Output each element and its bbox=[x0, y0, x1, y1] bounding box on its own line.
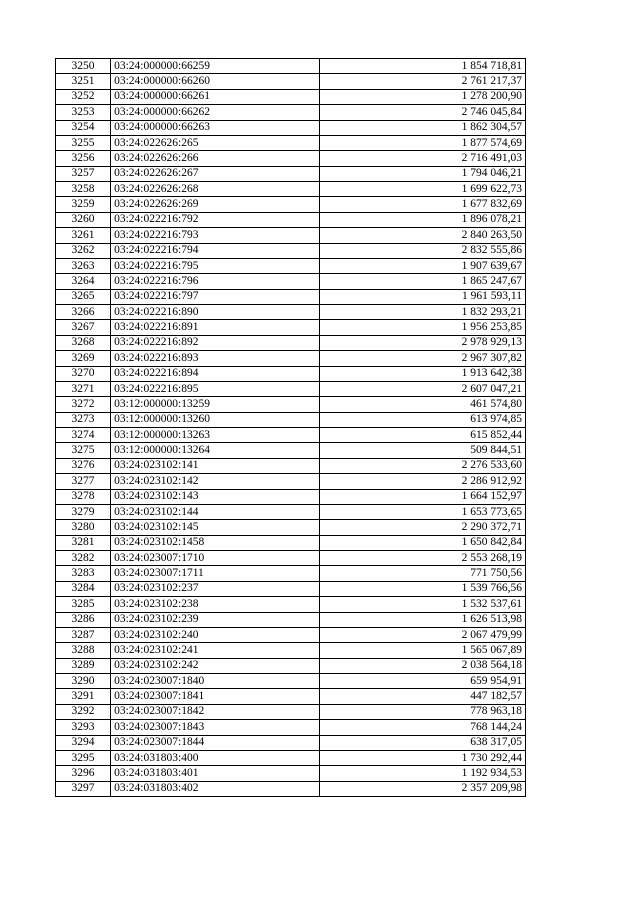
cadastral-number-cell: 03:24:023102:143 bbox=[111, 489, 319, 504]
cadastral-value-cell: 1 650 842,84 bbox=[319, 535, 525, 550]
cadastral-value-cell: 2 553 268,19 bbox=[319, 551, 525, 566]
cadastral-number-cell: 03:24:023102:238 bbox=[111, 597, 319, 612]
table-row bbox=[56, 258, 526, 273]
table-row bbox=[56, 366, 526, 381]
table-row bbox=[56, 720, 526, 735]
cadastral-number-cell: 03:24:022626:265 bbox=[111, 135, 319, 150]
cadastral-value-cell: 1 626 513,98 bbox=[319, 612, 525, 627]
cadastral-number-cell: 03:12:000000:13263 bbox=[111, 428, 319, 443]
table-row bbox=[56, 428, 526, 443]
cadastral-number-cell: 03:24:000000:66259 bbox=[111, 59, 319, 74]
row-number-cell: 3261 bbox=[56, 228, 111, 243]
row-number-cell: 3268 bbox=[56, 335, 111, 350]
table-row bbox=[56, 643, 526, 658]
table-row bbox=[56, 182, 526, 197]
row-number-cell: 3288 bbox=[56, 643, 111, 658]
row-number-cell: 3297 bbox=[56, 781, 111, 796]
cadastral-value-cell: 659 954,91 bbox=[319, 674, 525, 689]
table-row bbox=[56, 274, 526, 289]
row-number-cell: 3290 bbox=[56, 674, 111, 689]
cadastral-number-cell: 03:24:023102:141 bbox=[111, 458, 319, 473]
cadastral-number-cell: 03:24:022216:797 bbox=[111, 289, 319, 304]
cadastral-number-cell: 03:24:022626:269 bbox=[111, 197, 319, 212]
row-number-cell: 3266 bbox=[56, 305, 111, 320]
cadastral-value-cell: 1 956 253,85 bbox=[319, 320, 525, 335]
cadastral-value-cell: 768 144,24 bbox=[319, 720, 525, 735]
table-row bbox=[56, 89, 526, 104]
table-row bbox=[56, 520, 526, 535]
cadastral-value-cell: 2 038 564,18 bbox=[319, 658, 525, 673]
row-number-cell: 3291 bbox=[56, 689, 111, 704]
table-row bbox=[56, 335, 526, 350]
cadastral-number-cell: 03:24:022216:796 bbox=[111, 274, 319, 289]
row-number-cell: 3259 bbox=[56, 197, 111, 212]
table-row bbox=[56, 535, 526, 550]
row-number-cell: 3275 bbox=[56, 443, 111, 458]
cadastral-value-cell: 1 677 832,69 bbox=[319, 197, 525, 212]
table-row bbox=[56, 612, 526, 627]
cadastral-value-cell: 778 963,18 bbox=[319, 704, 525, 719]
cadastral-value-cell: 447 182,57 bbox=[319, 689, 525, 704]
cadastral-value-cell: 1 854 718,81 bbox=[319, 59, 525, 74]
row-number-cell: 3289 bbox=[56, 658, 111, 673]
cadastral-value-cell: 2 967 307,82 bbox=[319, 351, 525, 366]
cadastral-number-cell: 03:24:023102:1458 bbox=[111, 535, 319, 550]
cadastral-number-cell: 03:24:022216:894 bbox=[111, 366, 319, 381]
table-row bbox=[56, 566, 526, 581]
cadastral-value-cell: 2 716 491,03 bbox=[319, 151, 525, 166]
cadastral-value-cell: 2 286 912,92 bbox=[319, 474, 525, 489]
cadastral-value-cell: 1 907 639,67 bbox=[319, 258, 525, 273]
cadastral-value-cell: 1 699 622,73 bbox=[319, 182, 525, 197]
cadastral-value-cell: 2 832 555,86 bbox=[319, 243, 525, 258]
row-number-cell: 3295 bbox=[56, 750, 111, 765]
row-number-cell: 3251 bbox=[56, 74, 111, 89]
row-number-cell: 3269 bbox=[56, 351, 111, 366]
cadastral-value-cell: 1 539 766,56 bbox=[319, 581, 525, 596]
row-number-cell: 3293 bbox=[56, 720, 111, 735]
row-number-cell: 3282 bbox=[56, 551, 111, 566]
cadastral-value-cell: 509 844,51 bbox=[319, 443, 525, 458]
cadastral-value-cell: 615 852,44 bbox=[319, 428, 525, 443]
row-number-cell: 3281 bbox=[56, 535, 111, 550]
table-row bbox=[56, 597, 526, 612]
cadastral-value-cell: 2 290 372,71 bbox=[319, 520, 525, 535]
table-row bbox=[56, 151, 526, 166]
row-number-cell: 3280 bbox=[56, 520, 111, 535]
row-number-cell: 3287 bbox=[56, 627, 111, 642]
cadastral-number-cell: 03:24:000000:66261 bbox=[111, 89, 319, 104]
row-number-cell: 3254 bbox=[56, 120, 111, 135]
cadastral-number-cell: 03:12:000000:13259 bbox=[111, 397, 319, 412]
row-number-cell: 3257 bbox=[56, 166, 111, 181]
cadastral-value-cell: 1 862 304,57 bbox=[319, 120, 525, 135]
cadastral-number-cell: 03:24:023102:242 bbox=[111, 658, 319, 673]
cadastral-number-cell: 03:24:031803:400 bbox=[111, 750, 319, 765]
row-number-cell: 3265 bbox=[56, 289, 111, 304]
row-number-cell: 3276 bbox=[56, 458, 111, 473]
cadastral-number-cell: 03:24:023102:240 bbox=[111, 627, 319, 642]
row-number-cell: 3277 bbox=[56, 474, 111, 489]
cadastral-number-cell: 03:24:022216:892 bbox=[111, 335, 319, 350]
table-row bbox=[56, 105, 526, 120]
table-row bbox=[56, 228, 526, 243]
cadastral-number-cell: 03:24:022626:267 bbox=[111, 166, 319, 181]
cadastral-number-cell: 03:24:023007:1841 bbox=[111, 689, 319, 704]
table-row bbox=[56, 766, 526, 781]
cadastral-number-cell: 03:24:022626:268 bbox=[111, 182, 319, 197]
row-number-cell: 3253 bbox=[56, 105, 111, 120]
cadastral-number-cell: 03:24:000000:66263 bbox=[111, 120, 319, 135]
table-row bbox=[56, 704, 526, 719]
cadastral-value-cell: 461 574,80 bbox=[319, 397, 525, 412]
cadastral-number-cell: 03:24:023007:1842 bbox=[111, 704, 319, 719]
cadastral-value-cell: 2 746 045,84 bbox=[319, 105, 525, 120]
cadastral-value-table bbox=[55, 58, 526, 797]
row-number-cell: 3274 bbox=[56, 428, 111, 443]
cadastral-value-cell: 1 794 046,21 bbox=[319, 166, 525, 181]
row-number-cell: 3278 bbox=[56, 489, 111, 504]
row-number-cell: 3256 bbox=[56, 151, 111, 166]
table-row bbox=[56, 120, 526, 135]
cadastral-number-cell: 03:24:023102:142 bbox=[111, 474, 319, 489]
cadastral-number-cell: 03:24:023102:241 bbox=[111, 643, 319, 658]
row-number-cell: 3292 bbox=[56, 704, 111, 719]
table-row bbox=[56, 458, 526, 473]
cadastral-number-cell: 03:24:022216:792 bbox=[111, 212, 319, 227]
cadastral-value-cell: 2 840 263,50 bbox=[319, 228, 525, 243]
row-number-cell: 3267 bbox=[56, 320, 111, 335]
cadastral-number-cell: 03:24:000000:66260 bbox=[111, 74, 319, 89]
row-number-cell: 3296 bbox=[56, 766, 111, 781]
cadastral-number-cell: 03:24:023102:145 bbox=[111, 520, 319, 535]
table-row bbox=[56, 397, 526, 412]
cadastral-number-cell: 03:24:031803:401 bbox=[111, 766, 319, 781]
cadastral-number-cell: 03:24:023102:239 bbox=[111, 612, 319, 627]
table-row bbox=[56, 243, 526, 258]
row-number-cell: 3252 bbox=[56, 89, 111, 104]
row-number-cell: 3258 bbox=[56, 182, 111, 197]
cadastral-number-cell: 03:24:023007:1840 bbox=[111, 674, 319, 689]
cadastral-number-cell: 03:12:000000:13264 bbox=[111, 443, 319, 458]
cadastral-value-cell: 1 961 593,11 bbox=[319, 289, 525, 304]
table-row bbox=[56, 658, 526, 673]
cadastral-number-cell: 03:24:023007:1710 bbox=[111, 551, 319, 566]
row-number-cell: 3262 bbox=[56, 243, 111, 258]
row-number-cell: 3283 bbox=[56, 566, 111, 581]
row-number-cell: 3286 bbox=[56, 612, 111, 627]
cadastral-value-cell: 1 565 067,89 bbox=[319, 643, 525, 658]
table-row bbox=[56, 166, 526, 181]
cadastral-value-cell: 771 750,56 bbox=[319, 566, 525, 581]
row-number-cell: 3255 bbox=[56, 135, 111, 150]
table-row bbox=[56, 581, 526, 596]
cadastral-number-cell: 03:24:031803:402 bbox=[111, 781, 319, 796]
cadastral-value-cell: 2 978 929,13 bbox=[319, 335, 525, 350]
cadastral-value-cell: 2 357 209,98 bbox=[319, 781, 525, 796]
row-number-cell: 3271 bbox=[56, 381, 111, 396]
cadastral-number-cell: 03:24:022216:891 bbox=[111, 320, 319, 335]
row-number-cell: 3260 bbox=[56, 212, 111, 227]
row-number-cell: 3284 bbox=[56, 581, 111, 596]
row-number-cell: 3279 bbox=[56, 504, 111, 519]
row-number-cell: 3285 bbox=[56, 597, 111, 612]
cadastral-value-cell: 613 974,85 bbox=[319, 412, 525, 427]
cadastral-number-cell: 03:24:023007:1711 bbox=[111, 566, 319, 581]
cadastral-number-cell: 03:24:022216:793 bbox=[111, 228, 319, 243]
cadastral-number-cell: 03:24:022626:266 bbox=[111, 151, 319, 166]
cadastral-number-cell: 03:24:022216:895 bbox=[111, 381, 319, 396]
table-row bbox=[56, 474, 526, 489]
cadastral-number-cell: 03:24:023007:1844 bbox=[111, 735, 319, 750]
table-row bbox=[56, 781, 526, 796]
table-row bbox=[56, 212, 526, 227]
cadastral-number-cell: 03:12:000000:13260 bbox=[111, 412, 319, 427]
cadastral-value-cell: 1 832 293,21 bbox=[319, 305, 525, 320]
cadastral-number-cell: 03:24:023102:237 bbox=[111, 581, 319, 596]
table-row bbox=[56, 489, 526, 504]
table-row bbox=[56, 135, 526, 150]
cadastral-value-cell: 1 278 200,90 bbox=[319, 89, 525, 104]
table-row bbox=[56, 443, 526, 458]
cadastral-number-cell: 03:24:000000:66262 bbox=[111, 105, 319, 120]
cadastral-value-cell: 638 317,05 bbox=[319, 735, 525, 750]
cadastral-number-cell: 03:24:022216:795 bbox=[111, 258, 319, 273]
table-row bbox=[56, 305, 526, 320]
table-body bbox=[56, 59, 526, 797]
cadastral-value-cell: 1 664 152,97 bbox=[319, 489, 525, 504]
table-row bbox=[56, 412, 526, 427]
table-row bbox=[56, 735, 526, 750]
cadastral-value-cell: 2 276 533,60 bbox=[319, 458, 525, 473]
cadastral-value-cell: 1 653 773,65 bbox=[319, 504, 525, 519]
row-number-cell: 3270 bbox=[56, 366, 111, 381]
cadastral-value-cell: 2 607 047,21 bbox=[319, 381, 525, 396]
cadastral-number-cell: 03:24:022216:893 bbox=[111, 351, 319, 366]
table-row bbox=[56, 627, 526, 642]
table-row bbox=[56, 74, 526, 89]
table-row bbox=[56, 320, 526, 335]
cadastral-value-cell: 1 877 574,69 bbox=[319, 135, 525, 150]
table-row bbox=[56, 551, 526, 566]
cadastral-value-cell: 2 761 217,37 bbox=[319, 74, 525, 89]
cadastral-number-cell: 03:24:022216:890 bbox=[111, 305, 319, 320]
cadastral-value-cell: 1 913 642,38 bbox=[319, 366, 525, 381]
row-number-cell: 3250 bbox=[56, 59, 111, 74]
cadastral-number-cell: 03:24:022216:794 bbox=[111, 243, 319, 258]
cadastral-number-cell: 03:24:023007:1843 bbox=[111, 720, 319, 735]
table-row bbox=[56, 197, 526, 212]
cadastral-value-cell: 1 896 078,21 bbox=[319, 212, 525, 227]
row-number-cell: 3264 bbox=[56, 274, 111, 289]
row-number-cell: 3294 bbox=[56, 735, 111, 750]
cadastral-value-cell: 1 192 934,53 bbox=[319, 766, 525, 781]
table-row bbox=[56, 59, 526, 74]
table-row bbox=[56, 750, 526, 765]
table-row bbox=[56, 351, 526, 366]
row-number-cell: 3273 bbox=[56, 412, 111, 427]
cadastral-value-cell: 2 067 479,99 bbox=[319, 627, 525, 642]
table-row bbox=[56, 289, 526, 304]
cadastral-value-cell: 1 865 247,67 bbox=[319, 274, 525, 289]
cadastral-number-cell: 03:24:023102:144 bbox=[111, 504, 319, 519]
table-row bbox=[56, 674, 526, 689]
row-number-cell: 3272 bbox=[56, 397, 111, 412]
row-number-cell: 3263 bbox=[56, 258, 111, 273]
table-row bbox=[56, 689, 526, 704]
table-row bbox=[56, 504, 526, 519]
cadastral-value-cell: 1 532 537,61 bbox=[319, 597, 525, 612]
table-row bbox=[56, 381, 526, 396]
cadastral-value-cell: 1 730 292,44 bbox=[319, 750, 525, 765]
